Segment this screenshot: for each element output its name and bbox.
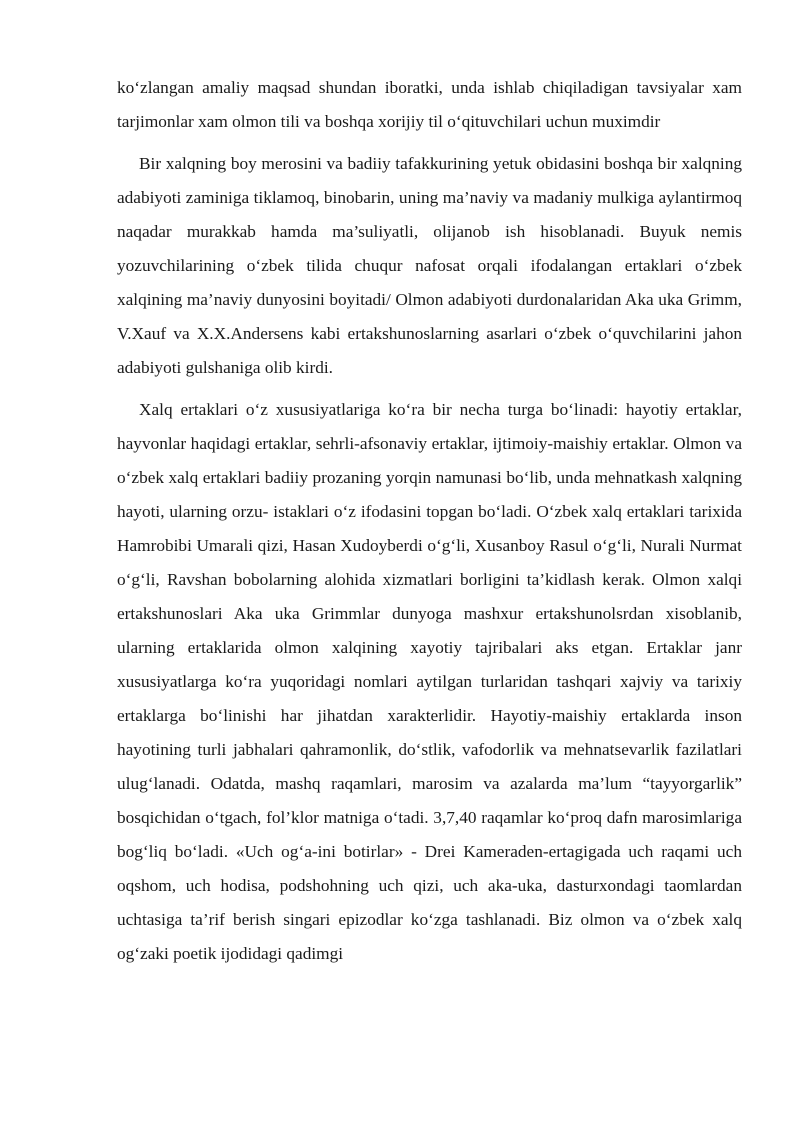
paragraph-continuation: ko‘zlangan amaliy maqsad shundan iboratki, unda ishlab chiqiladigan tavsiyalar xam tarjimonlar xam olmon tili va boshqa xorijiy til o‘qituvchilari uchun muximdir (117, 78, 742, 131)
document-page (117, 71, 742, 979)
paragraph-literary-heritage: Bir xalqning boy merosini va badiiy tafakkurining yetuk obidasini boshqa bir xalqning adabiyoti zaminiga tiklamoq, binobarin, uning ma’naviy va madaniy mulkiga aylantirmoq naqadar murakkab hamda ma’suliyatli, olijanob ish hisoblanadi. Buyuk nemis yozuvchilarining o‘zbek tilida chuqur nafosat orqali ifodalangan ertaklari o‘zbek xalqining ma’naviy dunyosini boyitadi/ Olmon adabiyoti durdonalaridan Aka uka Grimm, V.Xauf va X.X.Andersens kabi ertakshunoslarning asarlari o‘zbek o‘quvchilarini jahon adabiyoti gulshaniga olib kirdi. (117, 154, 742, 377)
paragraph-folk-tales: Xalq ertaklari o‘z xususiyatlariga ko‘ra bir necha turga bo‘linadi: hayotiy ertaklar, hayvonlar haqidagi ertaklar, sehrli-afsonaviy ertaklar, ijtimoiy-maishiy ertaklar. Olmon va o‘zbek xalq ertaklari badiiy prozaning yorqin namunasi bo‘lib, unda mehnatkash xalqning hayoti, ularning orzu- istaklari o‘z ifodasini topgan bo‘ladi. O‘zbek xalq ertaklari tarixida Hamrobibi Umarali qizi, Hasan Xudoyberdi o‘g‘li, Xusanboy Rasul o‘g‘li, Nurali Nurmat o‘g‘li, Ravshan bobolarning alohida xizmatlari borligini ta’kidlash kerak. Olmon xalqi ertakshunoslari Aka uka Grimmlar dunyoga mashxur ertakshunolsrdan xisoblanib, ularning ertaklarida olmon xalqining xayotiy tajribalari aks etgan. Ertaklar janr xususiyatlarga ko‘ra yuqoridagi nomlari aytilgan turlaridan tashqari xajviy va tarixiy ertaklarga bo‘linishi har jihatdan xarakterlidir. Hayotiy-maishiy ertaklarda inson hayotining turli jabhalari qahramonlik, do‘stlik, vafodorlik va mehnatsevarlik fazilatlari ulug‘lanadi. Odatda, mashq raqamlari, marosim va azalarda ma’lum “tayyorgarlik” bosqichidan o‘tgach, fol’klor matniga o‘tadi. 3,7,40 raqamlar ko‘proq dafn marosimlariga bog‘liq bo‘ladi. «Uch og‘a-ini botirlar» - Drei Kameraden-ertagigada uch raqami uch oqshom, uch hodisa, podshohning uch qizi, uch aka-uka, dasturxondagi taomlardan uchtasiga ta’rif berish singari epizodlar ko‘zga tashlanadi. Biz olmon va o‘zbek xalq og‘zaki poetik ijodidagi qadimgi (117, 400, 742, 963)
